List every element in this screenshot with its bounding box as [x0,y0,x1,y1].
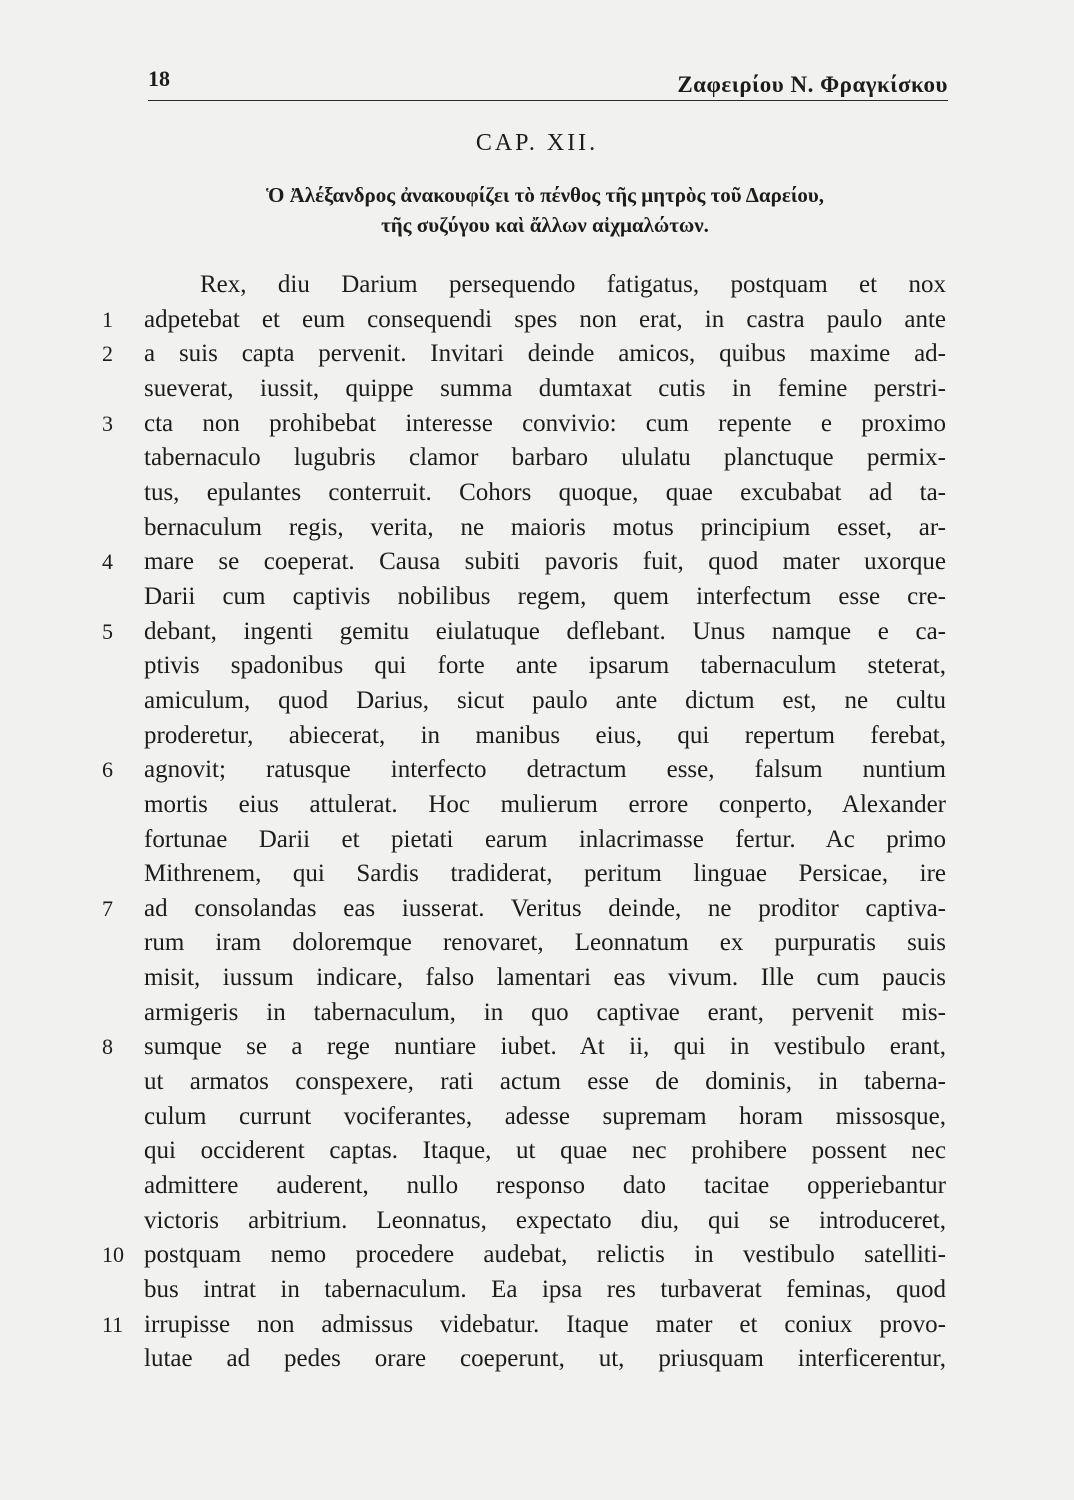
text-line [144,961,946,996]
text-line [144,1169,946,1204]
line-text: sumque se a rege nuntiare iubet. At ii, qui in vestibulo erant, [144,1033,946,1061]
text-line [144,1134,946,1169]
text-line [144,996,946,1031]
text-line [102,892,946,927]
line-text: mortis eius attulerat. Hoc mulierum errore conperto, Alexander [144,790,946,818]
text-line [144,441,946,476]
chapter-subtitle [150,180,940,240]
text-line [144,1204,946,1239]
line-text: postquam nemo procedere audebat, relictis in vestibulo satelliti- [144,1241,946,1269]
page-number: 18 [148,66,170,91]
line-text: misit, iussum indicare, falso lamentari eas vivum. Ille cum paucis [144,964,946,992]
text-line [144,1342,946,1377]
line-text: victoris arbitrium. Leonnatus, expectato diu, qui se introduceret, [144,1206,946,1234]
text-line [144,511,946,546]
line-text: tus, epulantes conterruit. Cohors quoque, quae excubabat ad ta- [144,478,946,506]
subtitle-line-2: τῆς συζύγου καὶ ἄλλων αἰχμαλώτων. [381,213,709,237]
page-header [148,64,948,101]
margin-section-number: 3 [102,410,113,436]
text-line [144,684,946,719]
text-line [102,753,946,788]
text-line [144,580,946,615]
text-line [144,1273,946,1308]
line-text: proderetur, abiecerat, in manibus eius, qui repertum ferebat, [144,721,946,749]
line-text: rum iram doloremque renovaret, Leonnatum ex purpuratis suis [144,929,946,957]
margin-section-number: 1 [102,306,113,332]
line-text: Darii cum captivis nobilibus regem, quem interfectum esse cre- [144,582,946,610]
line-text: adpetebat et eum consequendi spes non erat, in castra paulo ante [144,305,946,333]
margin-section-number: 8 [102,1034,113,1060]
text-line [102,303,946,338]
line-text: agnovit; ratusque interfecto detractum esse, falsum nuntium [144,756,946,784]
text-line [144,788,946,823]
line-text: ut armatos conspexere, rati actum esse de dominis, in taberna- [144,1068,946,1096]
line-text: culum currunt vociferantes, adesse supremam horam missosque, [144,1102,946,1130]
margin-section-number: 6 [102,757,113,783]
text-line [102,1238,946,1273]
line-text: lutae ad pedes orare coeperunt, ut, priusquam interficerentur, [144,1345,946,1373]
text-line [144,857,946,892]
text-line [102,545,946,580]
text-line [102,337,946,372]
line-text: mare se coeperat. Causa subiti pavoris fuit, quod mater uxorque [144,548,946,576]
subtitle-line-1: Ὁ Ἀλέξανδρος ἀνακουφίζει τὸ πένθος τῆς μητρὸς τοῦ Δαρείου, [265,183,825,207]
line-text: debant, ingenti gemitu eiulatuque deflebant. Unus namque e ca- [144,617,946,645]
text-line [144,476,946,511]
margin-section-number: 2 [102,341,113,367]
line-text: admittere auderent, nullo responso dato tacitae opperiebantur [144,1172,946,1200]
line-text: cta non prohibebat interesse convivio: cum repente e proximo [144,409,946,437]
line-text: ptivis spadonibus qui forte ante ipsarum tabernaculum steterat, [144,652,946,680]
text-line [144,268,946,303]
margin-section-number: 10 [102,1242,124,1268]
margin-section-number: 5 [102,618,113,644]
margin-section-number: 11 [102,1311,124,1337]
margin-section-number: 4 [102,549,113,575]
line-text: irrupisse non admissus videbatur. Itaque mater et coniux provo- [144,1310,946,1338]
body-text [102,268,946,1377]
line-text: sueverat, iussit, quippe summa dumtaxat cutis in femine perstri- [144,374,946,402]
text-line [144,926,946,961]
text-line [102,1308,946,1343]
running-title: Ζαφειρίου Ν. Φραγκίσκου [677,72,948,97]
line-text: tabernaculo lugubris clamor barbaro ululatu planctuque permix- [144,444,946,472]
text-line [102,1030,946,1065]
text-line [102,407,946,442]
line-text: Mithrenem, qui Sardis tradiderat, peritum linguae Persicae, ire [144,860,946,888]
text-line [144,823,946,858]
text-line [144,1100,946,1135]
line-text: Rex, diu Darium persequendo fatigatus, postquam et nox [200,271,946,298]
line-text: a suis capta pervenit. Invitari deinde amicos, quibus maxime ad- [144,340,946,368]
chapter-heading: CAP. XII. [475,130,599,156]
margin-section-number: 7 [102,895,113,921]
text-line [144,649,946,684]
line-text: bernaculum regis, verita, ne maioris motus principium esset, ar- [144,513,946,541]
text-line [144,719,946,754]
line-text: armigeris in tabernaculum, in quo captivae erant, pervenit mis- [144,998,946,1026]
text-line [144,372,946,407]
line-text: ad consolandas eas iusserat. Veritus deinde, ne proditor captiva- [144,894,946,922]
line-text: fortunae Darii et pietati earum inlacrimasse fertur. Ac primo [144,825,946,853]
line-text: qui occiderent captas. Itaque, ut quae nec prohibere possent nec [144,1137,946,1165]
line-text: bus intrat in tabernaculum. Ea ipsa res turbaverat feminas, quod [144,1276,946,1304]
text-line [144,1065,946,1100]
line-text: amiculum, quod Darius, sicut paulo ante dictum est, ne cultu [144,686,946,714]
text-line [102,615,946,650]
